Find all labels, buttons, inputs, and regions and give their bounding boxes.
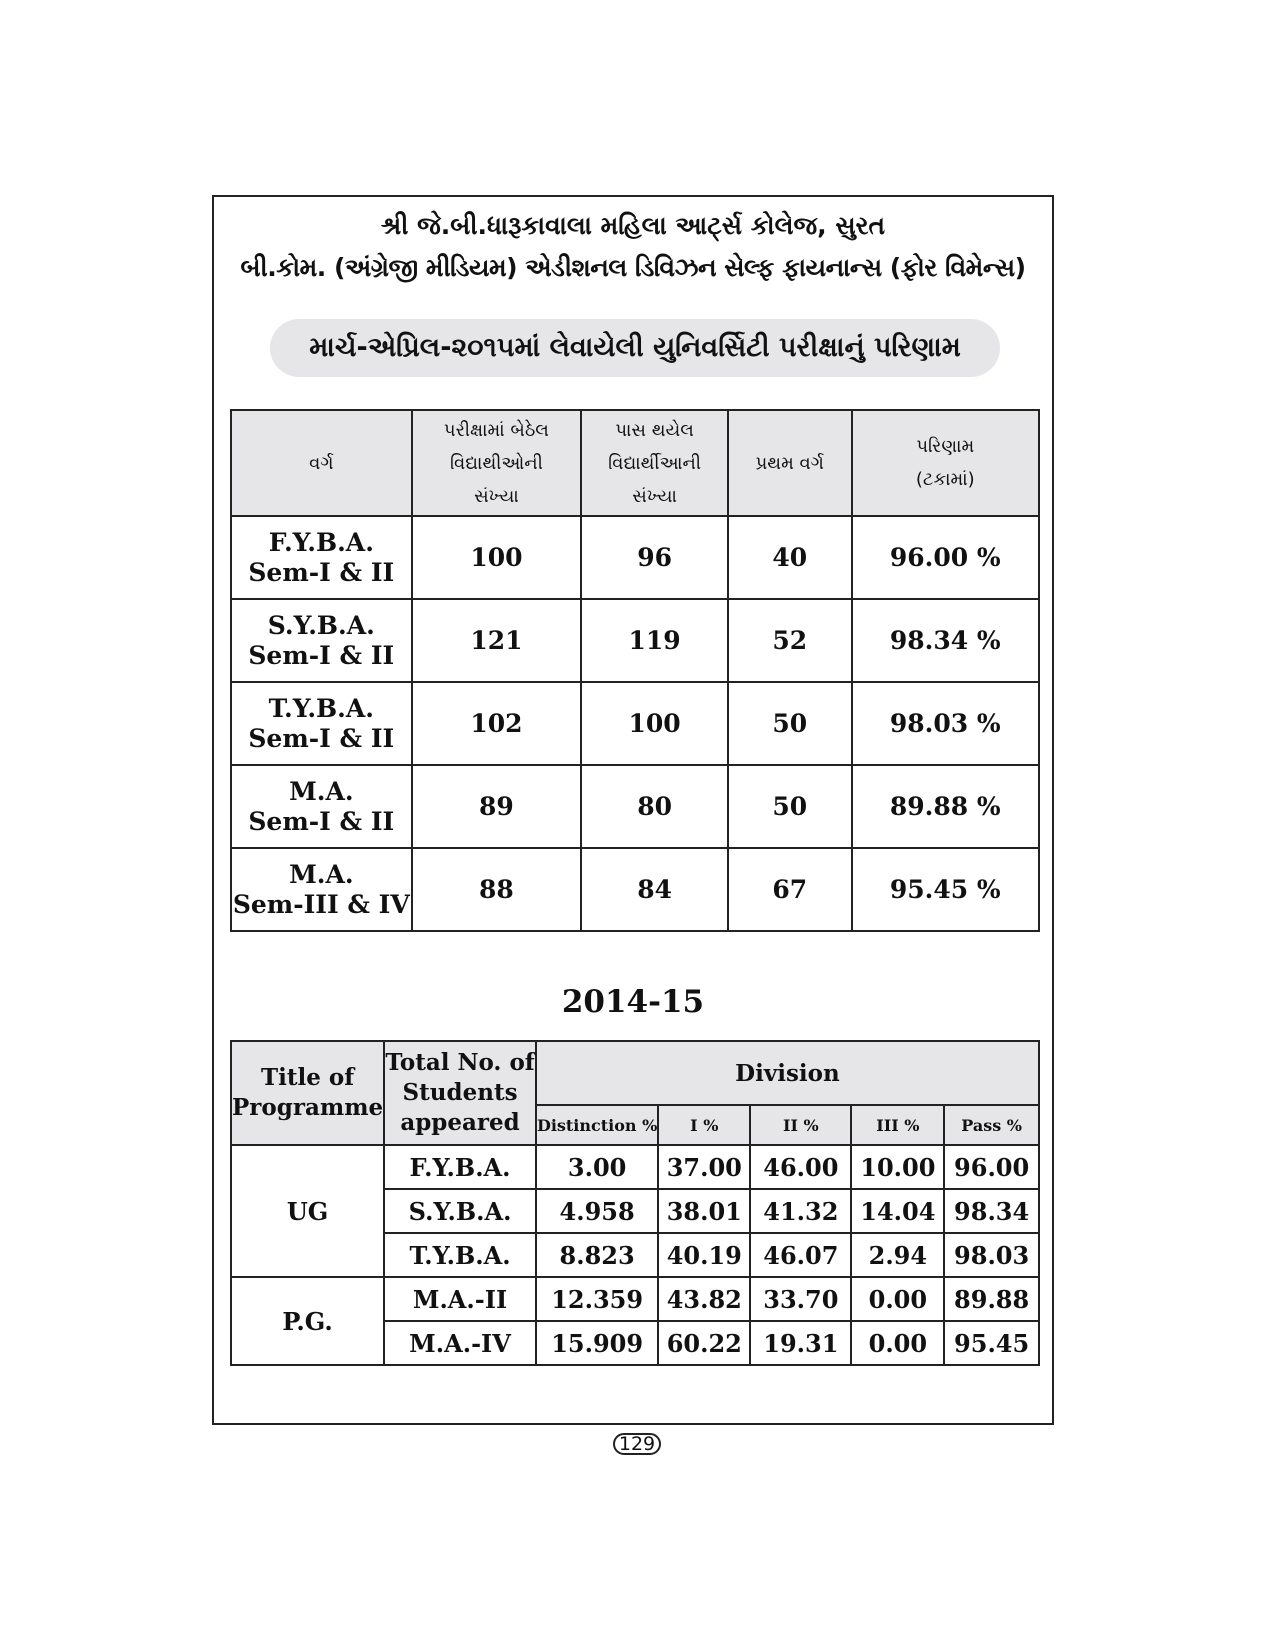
value-cell: 41.32 xyxy=(750,1189,851,1233)
division-table xyxy=(230,1040,1040,1366)
table-row xyxy=(231,848,1039,931)
first-class-cell: 40 xyxy=(728,516,852,599)
first-class-cell: 50 xyxy=(728,765,852,848)
value-cell: 89.88 xyxy=(944,1277,1039,1321)
header-first: I % xyxy=(658,1105,750,1145)
header-third: III % xyxy=(851,1105,944,1145)
group-cell-pg: P.G. xyxy=(231,1277,384,1365)
value-cell: 40.19 xyxy=(658,1233,750,1277)
programme-cell: S.Y.B.A. xyxy=(384,1189,536,1233)
value-cell: 4.958 xyxy=(536,1189,658,1233)
value-cell: 14.04 xyxy=(851,1189,944,1233)
passed-cell: 84 xyxy=(581,848,728,931)
first-class-cell: 67 xyxy=(728,848,852,931)
page-frame xyxy=(212,195,1054,1425)
passed-cell: 100 xyxy=(581,682,728,765)
value-cell: 98.34 xyxy=(944,1189,1039,1233)
appeared-cell: 100 xyxy=(412,516,582,599)
header-class: વર્ગ xyxy=(231,410,412,516)
result-cell: 98.03 % xyxy=(852,682,1039,765)
class-cell: S.Y.B.A. Sem-I & II xyxy=(231,599,412,682)
class-cell: F.Y.B.A. Sem-I & II xyxy=(231,516,412,599)
value-cell: 98.03 xyxy=(944,1233,1039,1277)
table-row xyxy=(231,1145,1039,1189)
value-cell: 19.31 xyxy=(750,1321,851,1365)
value-cell: 33.70 xyxy=(750,1277,851,1321)
value-cell: 10.00 xyxy=(851,1145,944,1189)
value-cell: 12.359 xyxy=(536,1277,658,1321)
value-cell: 37.00 xyxy=(658,1145,750,1189)
appeared-cell: 102 xyxy=(412,682,582,765)
value-cell: 2.94 xyxy=(851,1233,944,1277)
passed-cell: 80 xyxy=(581,765,728,848)
value-cell: 0.00 xyxy=(851,1277,944,1321)
value-cell: 15.909 xyxy=(536,1321,658,1365)
programme-cell: T.Y.B.A. xyxy=(384,1233,536,1277)
value-cell: 0.00 xyxy=(851,1321,944,1365)
appeared-cell: 89 xyxy=(412,765,582,848)
header-total-students: Total No. of Students appeared xyxy=(384,1041,536,1145)
result-cell: 96.00 % xyxy=(852,516,1039,599)
value-cell: 8.823 xyxy=(536,1233,658,1277)
passed-cell: 96 xyxy=(581,516,728,599)
header-distinction: Distinction % xyxy=(536,1105,658,1145)
header-programme: Title of Programme xyxy=(231,1041,384,1145)
value-cell: 38.01 xyxy=(658,1189,750,1233)
class-cell: T.Y.B.A. Sem-I & II xyxy=(231,682,412,765)
header-pass: Pass % xyxy=(944,1105,1039,1145)
header-passed: પાસ થયેલ વિદ્યાર્થીઆની સંખ્યા xyxy=(581,410,728,516)
result-cell: 95.45 % xyxy=(852,848,1039,931)
header-first-class: પ્રથમ વર્ગ xyxy=(728,410,852,516)
class-cell: M.A. Sem-I & II xyxy=(231,765,412,848)
table-header-row xyxy=(231,410,1039,516)
table-row xyxy=(231,516,1039,599)
college-title: શ્રી જે.બી.ધારૂકાવાલા મહિલા આર્ટ્સ કોલેજ, સુરત xyxy=(380,211,886,240)
group-cell-ug: UG xyxy=(231,1145,384,1277)
value-cell: 46.00 xyxy=(750,1145,851,1189)
value-cell: 95.45 xyxy=(944,1321,1039,1365)
value-cell: 60.22 xyxy=(658,1321,750,1365)
first-class-cell: 52 xyxy=(728,599,852,682)
value-cell: 46.07 xyxy=(750,1233,851,1277)
class-cell: M.A. Sem-III & IV xyxy=(231,848,412,931)
result-banner: માર્ચ-એપ્રિલ-૨૦૧૫માં લેવાયેલી યુનિવર્સિટી પરીક્ષાનું પરિણામ xyxy=(270,319,1000,377)
result-cell: 98.34 % xyxy=(852,599,1039,682)
table-row xyxy=(231,765,1039,848)
table-header-row xyxy=(231,1041,1039,1105)
appeared-cell: 121 xyxy=(412,599,582,682)
programme-cell: M.A.-IV xyxy=(384,1321,536,1365)
result-cell: 89.88 % xyxy=(852,765,1039,848)
value-cell: 43.82 xyxy=(658,1277,750,1321)
course-title: બી.કોમ. (અંગ્રેજી મીડિયમ) એડીશનલ ડિવિઝન સેલ્ફ ફાયનાન્સ (ફોર વિમેન્સ) xyxy=(240,253,1026,282)
appeared-cell: 88 xyxy=(412,848,582,931)
header-result: પરિણામ (ટકામાં) xyxy=(852,410,1039,516)
value-cell: 96.00 xyxy=(944,1145,1039,1189)
table-row xyxy=(231,1277,1039,1321)
first-class-cell: 50 xyxy=(728,682,852,765)
header-division: Division xyxy=(536,1041,1039,1105)
programme-cell: F.Y.B.A. xyxy=(384,1145,536,1189)
programme-cell: M.A.-II xyxy=(384,1277,536,1321)
year-title: 2014-15 xyxy=(561,984,705,1020)
page-number: 129 xyxy=(613,1433,661,1455)
passed-cell: 119 xyxy=(581,599,728,682)
header-second: II % xyxy=(750,1105,851,1145)
value-cell: 3.00 xyxy=(536,1145,658,1189)
header-appeared: પરીક્ષામાં બેઠેલ વિદ્યાથીઓની સંખ્યા xyxy=(412,410,582,516)
table-row xyxy=(231,682,1039,765)
results-table-gujarati xyxy=(230,409,1040,932)
table-row xyxy=(231,599,1039,682)
